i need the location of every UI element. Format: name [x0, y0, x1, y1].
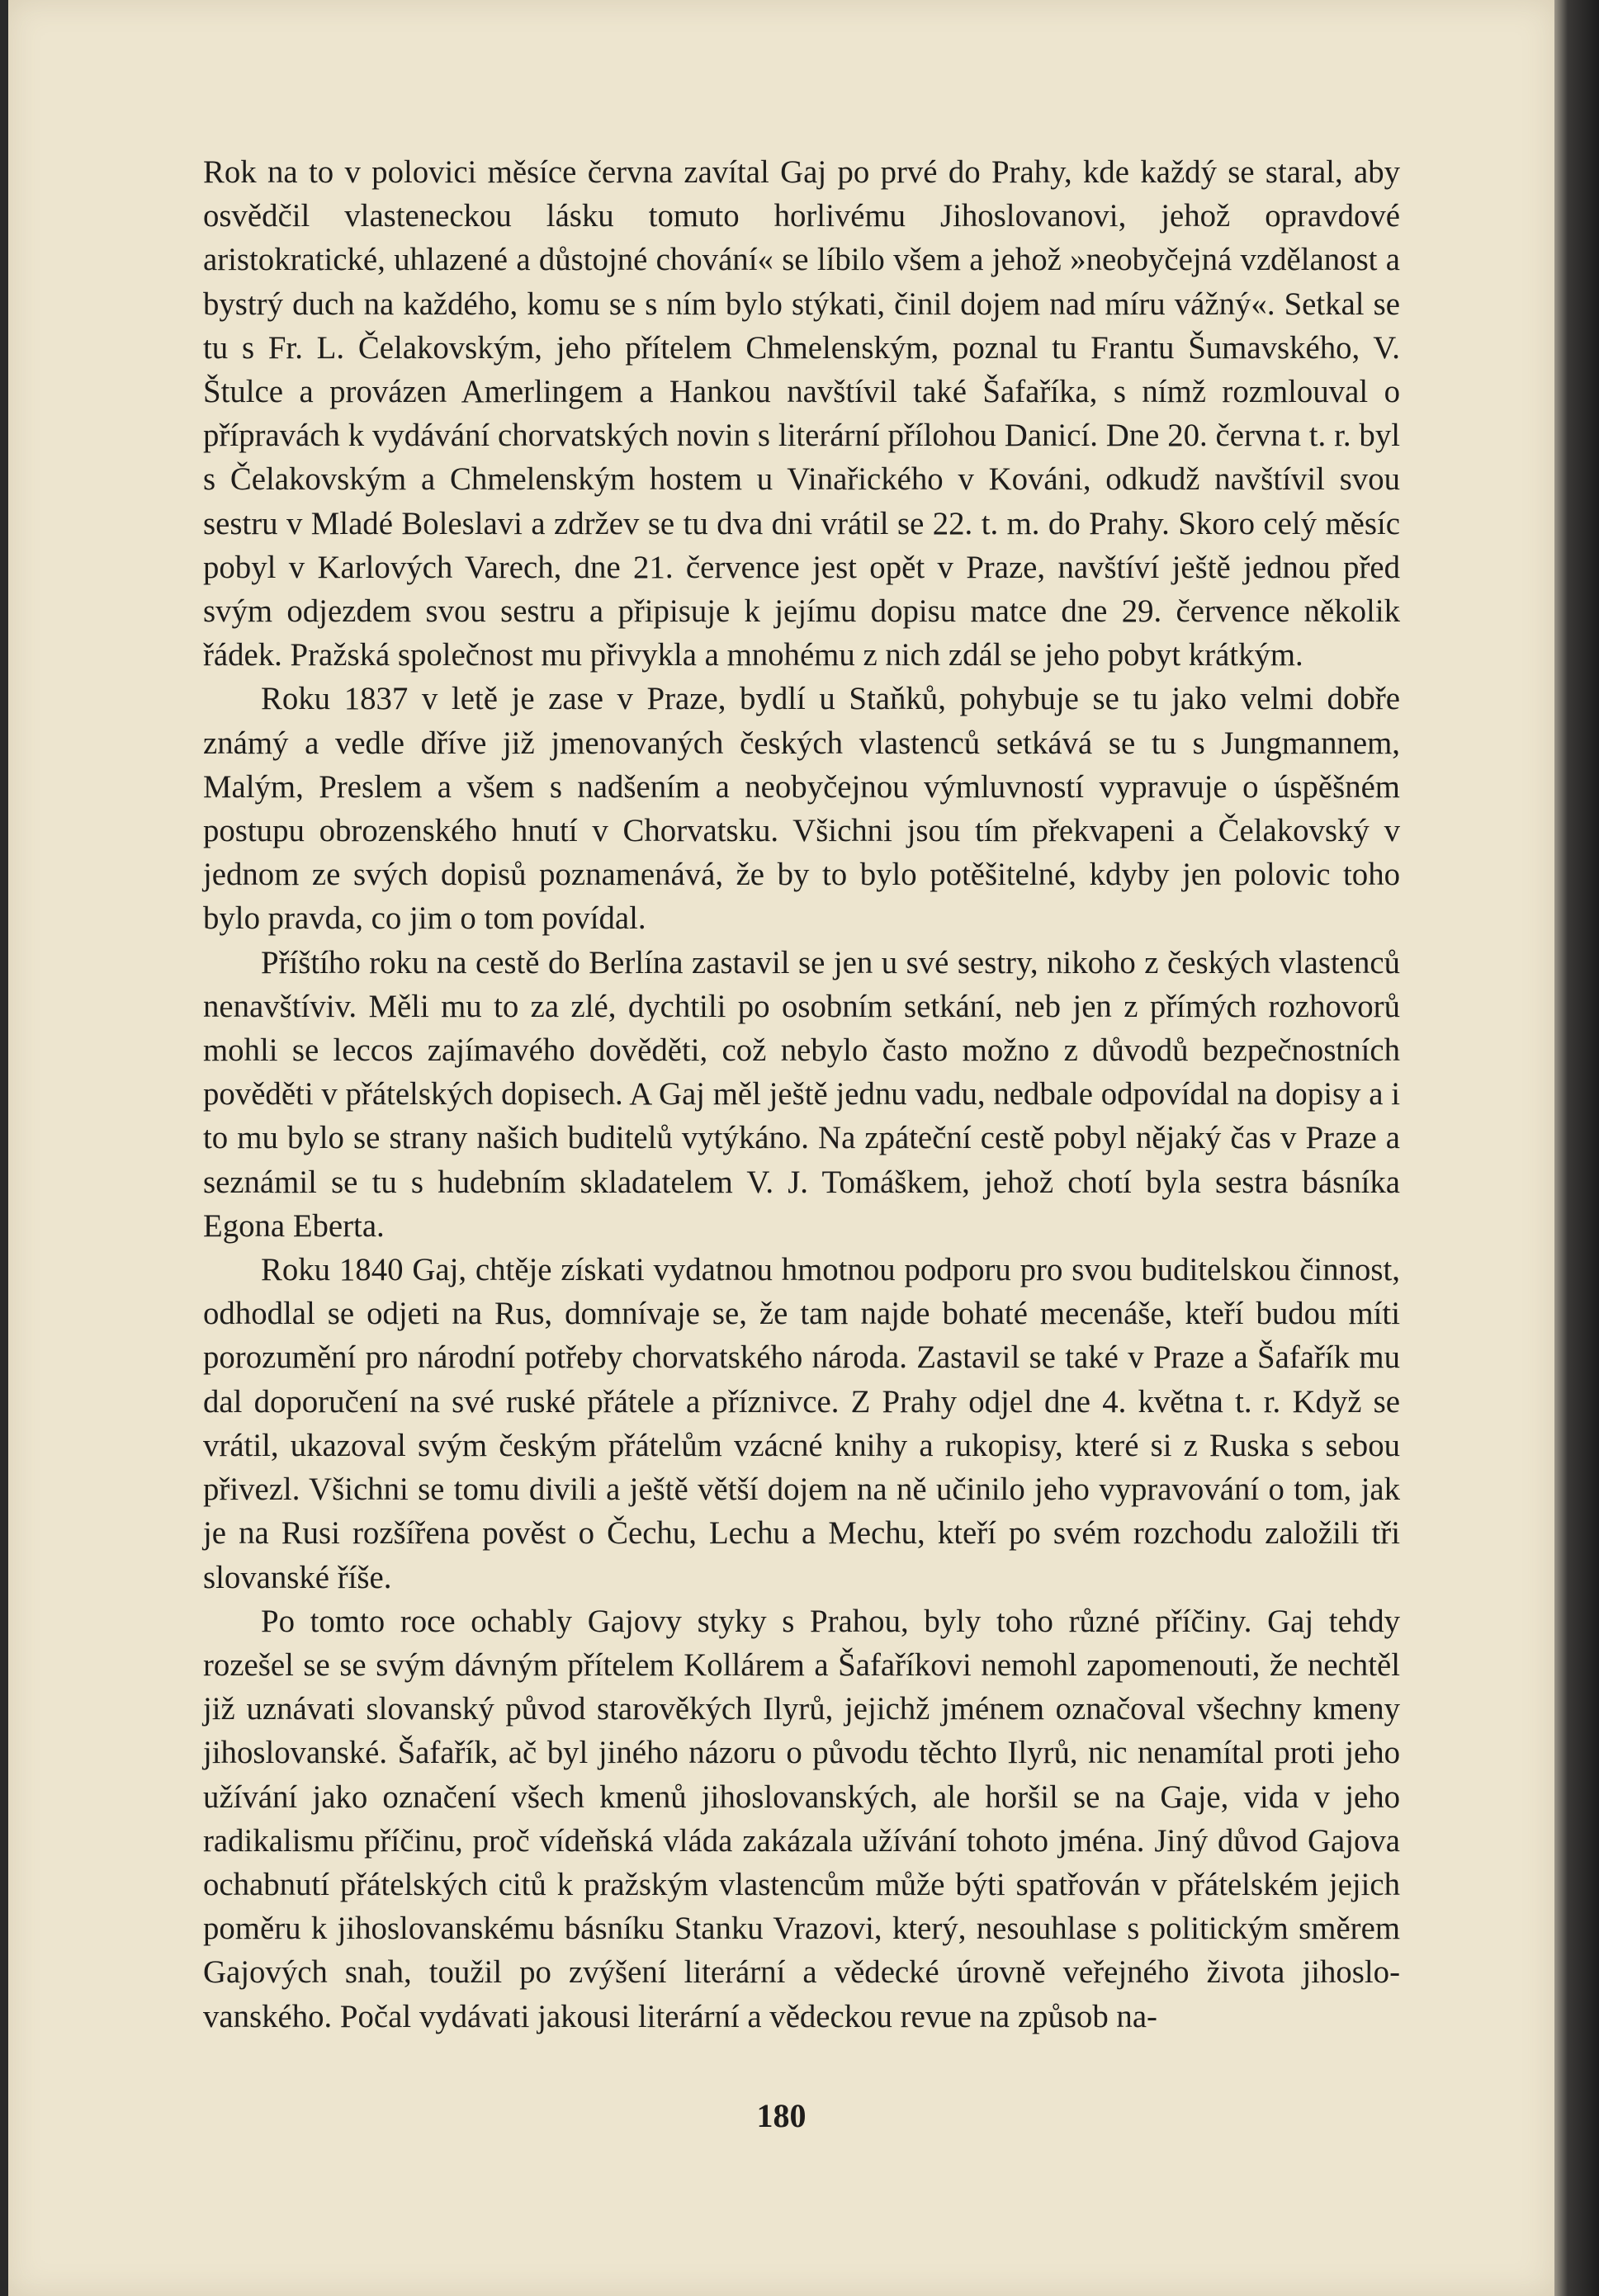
paragraph-1: Rok na to v polovici měsíce června zavítal Gaj po prvé do Prahy, kde každý se staral, aby osvědčil vlasteneckou lásku tomuto horlivému Jihoslovanovi, jehož opravdové aristokratické, uhlazené a důstojné chování« se líbilo všem a jehož »neobyčejná vzdělanost a bystrý duch na každého, komu se s ním bylo stýkati, činil dojem nad míru vážný«. Setkal se tu s Fr. L. Čelakovským, jeho přítelem Chmelenským, poznal tu Frantu Šumavského, V. Štulce a provázen Amerlingem a Hankou navštívil také Šafaříka, s nímž rozmlouval o přípravách k vydávání chorvatských novin s literární přílohou Danicí. Dne 20. června t. r. byl s Čelakovským a Chmelenským hostem u Vinařického v Kováni, odkudž navštívil svou sestru v Mladé Boleslavi a zdržev se tu dva dni vrátil se 22. t. m. do Prahy. Skoro celý měsíc pobyl v Karlových Varech, dne 21. července jest opět v Praze, navštíví ještě jednou před svým odjezdem svou sestru a připisuje k jejímu dopisu matce dne 29. července několik řádek. Pražská společnost mu přivykla a mnohému z nich zdál se jeho pobyt krátkým.	[203, 154, 1400, 673]
paragraph-3: Příštího roku na cestě do Berlína zastavil se jen u své sestry, nikoho z českých vlastenců nenavštíviv. Měli mu to za zlé, dychtili po osobním setkání, neb jen z přímých rozhovorů mohli se leccos zajímavého dověděti, což nebylo často možno z důvodů bezpečnostních pověděti v přátelských dopisech. A Gaj měl ještě jednu vadu, nedbale odpovídal na dopisy a i to mu bylo se strany našich buditelů vytýkáno. Na zpáteční cestě pobyl nějaký čas v Praze a seznámil se tu s hudebním skladatelem V. J. Tomáškem, jehož chotí byla sestra básníka Egona Eberta.	[203, 944, 1400, 1244]
paragraph-4: Roku 1840 Gaj, chtěje získati vydatnou hmotnou podporu pro svou buditelskou činnost, odhodlal se odjeti na Rus, domnívaje se, že tam najde bohaté mecenáše, kteří budou míti porozumění pro národní potřeby chorvatského národa. Zastavil se také v Praze a Šafařík mu dal doporučení na své ruské přátele a příznivce. Z Prahy odjel dne 4. května t. r. Když se vrátil, ukazoval svým českým přátelům vzácné knihy a rukopisy, které si z Ruska s sebou přivezl. Všichni se tomu divili a ještě větší dojem na ně učinilo jeho vypravování o tom, jak je na Rusi rozšířena pověst o Čechu, Lechu a Mechu, kteří po svém rozchodu založili tři slovanské říše.	[203, 1252, 1400, 1595]
book-spine	[1554, 0, 1599, 2296]
paragraph-5: Po tomto roce ochably Gajovy styky s Prahou, byly toho různé příčiny. Gaj tehdy rozešel se se svým dávným přítelem Kollárem a Šafaříkovi nemohl zapomenouti, že nechtěl již uznávati slovanský původ starověkých Ilyrů, jejichž jménem označoval všechny kmeny jihoslovanské. Šafařík, ač byl jiného názoru o původu těchto Ilyrů, nic nenamítal proti jeho užívání jako označení všech kmenů jihoslovanských, ale horšil se na Gaje, vida v jeho radikalismu příčinu, proč vídeňská vláda zakázala užívání tohoto jména. Jiný důvod Gajova ochabnutí přátelských citů k pražským vlastencům může býti spatřován v přátelském jejich poměru k jihoslovanskému básníku Stanku Vrazovi, který, nesouhlase s politickým směrem Gajových snah, toužil po zvýšení literární a vědecké úrovně veřejného života jihoslovanského. Počal vydávati jakousi literární a vědeckou revue na způsob na-	[203, 1603, 1400, 2034]
body-text	[203, 150, 1400, 2039]
paragraph-2: Roku 1837 v letě je zase v Praze, bydlí u Staňků, pohybuje se tu jako velmi dobře známý a vedle dříve již jmenovaných českých vlastenců setkává se tu s Jungmannem, Malým, Preslem a všem s nadšením a neobyčejnou výmluvností vypravuje o úspěšném postupu obrozenského hnutí v Chorvatsku. Všichni jsou tím překvapeni a Čelakovský v jednom ze svých dopisů poznamenává, že by to bylo potěšitelné, kdyby jen polovic toho bylo pravda, co jim o tom povídal.	[203, 681, 1400, 937]
book-page	[8, 0, 1554, 2296]
page-number: 180	[756, 2097, 807, 2134]
